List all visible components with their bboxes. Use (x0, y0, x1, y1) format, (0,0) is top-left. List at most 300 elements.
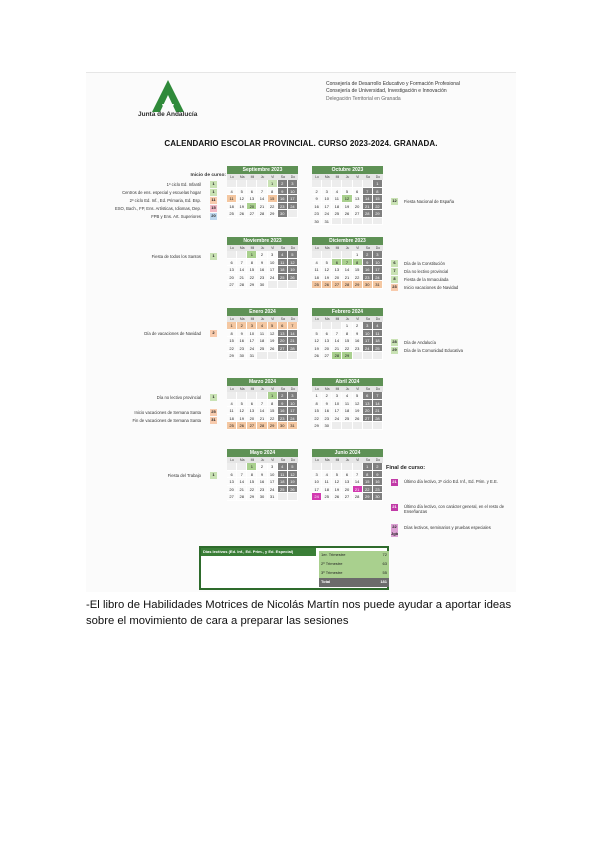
day-cell: 23 (257, 274, 267, 282)
day-cell: 11 (312, 266, 322, 274)
day-cell: 30 (278, 210, 288, 218)
week-row (227, 274, 298, 282)
day-cell: 10 (268, 259, 278, 267)
day-cell: 9 (278, 400, 288, 408)
day-cell: 4 (278, 463, 288, 471)
week-row (227, 180, 298, 188)
weekday-label: Vi (353, 386, 363, 392)
day-cell: 6 (332, 259, 342, 267)
day-cell: 24 (322, 210, 332, 218)
day-cell: 20 (342, 486, 352, 494)
day-cell: 2 (312, 188, 322, 196)
week-row (312, 195, 383, 203)
label-trabajo: Fiesta del Trabajo (167, 473, 201, 478)
day-cell: 19 (268, 337, 278, 345)
day-cell: 13 (278, 330, 288, 338)
marker-comunidad: 29 (392, 347, 397, 352)
day-cell: 31 (373, 281, 383, 289)
week-row (312, 345, 383, 353)
day-cell (373, 422, 383, 430)
label-semana-santa-1: Inicio vacaciones de Semana Santa (134, 410, 201, 415)
day-cell: 24 (312, 493, 322, 501)
day-cell: 31 (247, 352, 257, 360)
day-cell: 25 (227, 422, 237, 430)
day-cell: 8 (363, 471, 373, 479)
day-cell: 23 (363, 274, 373, 282)
weekday-label: Ma (237, 386, 247, 392)
summary-table (319, 551, 389, 587)
day-cell: 8 (227, 330, 237, 338)
weekday-label: Vi (268, 245, 278, 251)
day-cell: 24 (373, 274, 383, 282)
week-row (227, 337, 298, 345)
day-cell: 7 (363, 188, 373, 196)
day-cell (353, 352, 363, 360)
weekday-label: Do (288, 316, 298, 322)
week-row (312, 266, 383, 274)
week-row (227, 281, 298, 289)
day-cell: 4 (278, 251, 288, 259)
day-cell (288, 281, 298, 289)
day-cell: 11 (342, 400, 352, 408)
day-cell: 21 (237, 274, 247, 282)
day-cell: 23 (278, 203, 288, 211)
day-cell: 5 (342, 188, 352, 196)
day-cell (288, 352, 298, 360)
day-cell: 21 (288, 337, 298, 345)
label-end-3: Días lectivos, seminarios y pruebas especiales (404, 525, 491, 530)
day-cell: 24 (268, 274, 278, 282)
label-comunidad: Día de la Comunidad Educativa (404, 348, 463, 353)
week-row (312, 392, 383, 400)
month-calendar (227, 308, 298, 360)
weekday-label: Ju (257, 386, 267, 392)
day-cell: 17 (247, 337, 257, 345)
day-cell: 10 (288, 188, 298, 196)
day-cell: 3 (312, 471, 322, 479)
label-reyes: Día de vacaciones de Navidad (144, 331, 201, 336)
day-cell: 26 (288, 486, 298, 494)
day-cell: 4 (257, 322, 267, 330)
day-cell: 21 (342, 274, 352, 282)
day-cell: 18 (278, 478, 288, 486)
label-inicio-1: 1º ciclo Ed. Infantil (166, 182, 201, 187)
day-cell: 28 (353, 493, 363, 501)
weekday-label: Lu (312, 457, 322, 463)
day-cell: 14 (332, 337, 342, 345)
day-cell: 29 (268, 422, 278, 430)
weekday-label: Mi (247, 457, 257, 463)
summary-row-label: 3º Trimestre (319, 569, 373, 578)
marker-santos: 1 (210, 253, 217, 260)
weekday-label: Do (373, 386, 383, 392)
day-cell: 29 (312, 422, 322, 430)
day-cell: 20 (353, 203, 363, 211)
day-cell (247, 392, 257, 400)
day-cell: 28 (257, 422, 267, 430)
day-cell: 8 (247, 259, 257, 267)
day-cell: 19 (353, 407, 363, 415)
day-cell: 13 (247, 407, 257, 415)
day-cell: 8 (373, 188, 383, 196)
weekday-label: Lu (227, 174, 237, 180)
day-cell: 31 (322, 218, 332, 226)
day-cell: 16 (237, 337, 247, 345)
day-cell (363, 180, 373, 188)
day-cell: 12 (353, 400, 363, 408)
summary-total-row (319, 578, 389, 587)
day-cell: 13 (247, 195, 257, 203)
day-cell: 16 (322, 407, 332, 415)
day-cell: 29 (268, 210, 278, 218)
marker-semana-santa-2: 31 (211, 417, 216, 422)
day-cell: 23 (353, 345, 363, 353)
day-cell: 2 (322, 392, 332, 400)
month-title: Febrero 2024 (312, 308, 383, 316)
day-cell: 29 (373, 210, 383, 218)
day-cell: 16 (278, 195, 288, 203)
weekday-label: Mi (332, 245, 342, 251)
day-cell: 15 (268, 407, 278, 415)
day-cell (227, 463, 237, 471)
summary-total-label: Total (319, 578, 373, 587)
day-cell: 20 (247, 203, 257, 211)
marker-semana-santa-1: 25 (211, 409, 216, 414)
day-cell: 28 (342, 281, 352, 289)
week-row (312, 203, 383, 211)
weekday-label: Mi (332, 316, 342, 322)
day-cell: 9 (257, 259, 267, 267)
day-cell: 26 (288, 274, 298, 282)
day-cell: 25 (373, 345, 383, 353)
day-cell (227, 251, 237, 259)
day-cell: 11 (227, 407, 237, 415)
day-cell: 21 (257, 415, 267, 423)
day-cell: 15 (312, 407, 322, 415)
day-cell: 15 (268, 195, 278, 203)
week-row (312, 330, 383, 338)
day-cell: 27 (278, 345, 288, 353)
calendar-document-image (86, 72, 516, 592)
day-cell: 2 (278, 180, 288, 188)
day-cell: 10 (373, 259, 383, 267)
day-cell: 23 (312, 210, 322, 218)
day-cell: 30 (257, 281, 267, 289)
day-cell: 9 (353, 330, 363, 338)
month-calendar (312, 166, 383, 225)
day-cell: 17 (268, 478, 278, 486)
day-cell: 30 (373, 493, 383, 501)
day-cell: 15 (353, 266, 363, 274)
label-inicio-2: Centros de ens. especial y escuelas hogar (122, 190, 201, 195)
day-cell: 24 (268, 486, 278, 494)
day-cell: 27 (322, 352, 332, 360)
day-cell: 28 (257, 210, 267, 218)
day-cell: 2 (278, 392, 288, 400)
label-santos: Fiesta de todos los Santos (151, 254, 201, 259)
day-cell: 4 (373, 322, 383, 330)
day-cell: 25 (312, 281, 322, 289)
day-cell: 23 (322, 415, 332, 423)
day-cell: 1 (353, 251, 363, 259)
consejeria-1: Consejería de Desarrollo Educativo y Formación Profesional (326, 81, 460, 87)
day-cell: 7 (342, 259, 352, 267)
day-cell: 26 (237, 422, 247, 430)
weekday-label: Lu (312, 174, 322, 180)
header-info (326, 81, 506, 103)
day-cell: 9 (373, 471, 383, 479)
day-cell: 1 (312, 392, 322, 400)
day-cell: 6 (227, 259, 237, 267)
day-cell: 3 (363, 322, 373, 330)
day-cell: 14 (342, 266, 352, 274)
weekday-label: Vi (268, 457, 278, 463)
weekday-label: Ju (342, 245, 352, 251)
weekday-label: Sa (363, 457, 373, 463)
day-cell: 28 (237, 493, 247, 501)
day-cell: 16 (363, 266, 373, 274)
day-cell: 11 (278, 259, 288, 267)
week-row (227, 251, 298, 259)
consejeria-2: Consejería de Universidad, Investigación e Innovación (326, 88, 447, 94)
week-row (312, 352, 383, 360)
day-cell (288, 210, 298, 218)
day-cell: 17 (373, 266, 383, 274)
day-cell: 25 (342, 415, 352, 423)
day-cell: 14 (363, 195, 373, 203)
day-cell: 5 (312, 330, 322, 338)
marker-inicio-1: 1 (210, 181, 217, 188)
day-cell: 21 (257, 203, 267, 211)
weekday-label: Do (288, 174, 298, 180)
label-inmaculada-dia: Día no lectivo provincial (404, 269, 449, 274)
day-cell: 7 (332, 330, 342, 338)
day-cell (312, 180, 322, 188)
weekday-label: Sa (278, 457, 288, 463)
weekday-label: Lu (312, 386, 322, 392)
day-cell: 8 (247, 471, 257, 479)
month-title: Abril 2024 (312, 378, 383, 386)
day-cell: 14 (353, 478, 363, 486)
day-cell: 15 (227, 337, 237, 345)
day-cell: 18 (373, 337, 383, 345)
day-cell: 22 (227, 345, 237, 353)
day-cell: 17 (363, 337, 373, 345)
day-cell: 5 (237, 400, 247, 408)
day-cell (268, 352, 278, 360)
weekday-label: Mi (332, 457, 342, 463)
day-cell: 30 (312, 218, 322, 226)
day-cell: 3 (268, 251, 278, 259)
day-cell: 6 (247, 188, 257, 196)
weekday-label: Do (288, 386, 298, 392)
day-cell (373, 218, 383, 226)
weekday-label: Ma (322, 245, 332, 251)
week-row (312, 486, 383, 494)
day-cell: 26 (312, 352, 322, 360)
label-inmaculada: Fiesta de la Inmaculada (404, 277, 449, 282)
day-cell (278, 493, 288, 501)
day-cell: 20 (363, 407, 373, 415)
day-cell (332, 180, 342, 188)
day-cell: 26 (322, 281, 332, 289)
day-cell: 2 (257, 463, 267, 471)
day-cell: 27 (247, 210, 257, 218)
day-cell: 24 (288, 415, 298, 423)
week-row (312, 471, 383, 479)
day-cell: 18 (312, 274, 322, 282)
weekday-label: Sa (363, 245, 373, 251)
day-cell: 30 (322, 422, 332, 430)
day-cell: 8 (268, 400, 278, 408)
day-cell: 29 (227, 352, 237, 360)
day-cell (278, 352, 288, 360)
day-cell: 20 (322, 345, 332, 353)
day-cell: 14 (373, 400, 383, 408)
day-cell: 12 (268, 330, 278, 338)
day-cell: 6 (322, 330, 332, 338)
day-cell: 28 (332, 352, 342, 360)
day-cell (342, 422, 352, 430)
month-title: Marzo 2024 (227, 378, 298, 386)
day-cell: 1 (363, 463, 373, 471)
document-title: CALENDARIO ESCOLAR PROVINCIAL. CURSO 2023-2024. GRANADA. (164, 139, 438, 148)
day-cell: 3 (288, 392, 298, 400)
month-title: Octubre 2023 (312, 166, 383, 174)
day-cell: 14 (237, 266, 247, 274)
logo-text: Junta de Andalucía (138, 111, 198, 118)
week-row (312, 180, 383, 188)
day-cell: 1 (268, 392, 278, 400)
day-cell: 27 (227, 281, 237, 289)
day-cell: 9 (322, 400, 332, 408)
day-cell: 22 (312, 415, 322, 423)
label-hispanidad: Fiesta Nacional de España (404, 199, 455, 204)
week-row (227, 195, 298, 203)
marker-end-3: 22 Jgb (391, 524, 399, 536)
weekday-label: Sa (363, 386, 373, 392)
day-cell: 9 (278, 188, 288, 196)
day-cell: 3 (247, 322, 257, 330)
day-cell (332, 218, 342, 226)
day-cell: 12 (322, 266, 332, 274)
weekday-label: Ju (257, 316, 267, 322)
day-cell: 1 (268, 180, 278, 188)
day-cell: 10 (312, 478, 322, 486)
day-cell (268, 281, 278, 289)
day-cell: 7 (288, 322, 298, 330)
day-cell: 11 (257, 330, 267, 338)
day-cell (257, 352, 267, 360)
marker-end-2: 21 (392, 504, 397, 509)
day-cell: 5 (322, 259, 332, 267)
weekday-label: Ma (237, 316, 247, 322)
day-cell: 17 (288, 407, 298, 415)
day-cell: 17 (312, 486, 322, 494)
week-row (312, 478, 383, 486)
weekday-label: Do (373, 316, 383, 322)
week-row (227, 407, 298, 415)
week-row (227, 210, 298, 218)
day-cell: 29 (247, 281, 257, 289)
summary-title: Días lectivos (Ed. Inf., Ed. Prim., y Ed. Especial) (201, 548, 316, 556)
day-cell: 28 (288, 345, 298, 353)
week-row (312, 422, 383, 430)
day-cell: 27 (227, 493, 237, 501)
day-cell (247, 180, 257, 188)
day-cell: 19 (332, 486, 342, 494)
day-cell: 7 (373, 392, 383, 400)
day-cell (342, 251, 352, 259)
day-cell: 9 (363, 259, 373, 267)
day-cell: 16 (353, 337, 363, 345)
day-cell: 6 (247, 400, 257, 408)
day-cell: 26 (342, 210, 352, 218)
summary-row-value: 55 (373, 569, 389, 578)
summary-row (319, 569, 389, 578)
day-cell: 23 (237, 345, 247, 353)
weekday-label: Ju (257, 245, 267, 251)
week-row (312, 407, 383, 415)
marker-andalucia: 28 (392, 339, 397, 344)
summary-box (199, 546, 389, 590)
day-cell: 13 (332, 266, 342, 274)
day-cell (278, 281, 288, 289)
weekday-label: Vi (353, 245, 363, 251)
month-calendar (227, 378, 298, 430)
day-cell: 13 (353, 195, 363, 203)
caption-text: -El libro de Habilidades Motrices de Nicolás Martín nos puede ayudar a aportar ideas sobre el movimiento de cara a preparar las sesiones (86, 599, 512, 627)
day-cell: 30 (257, 493, 267, 501)
day-cell: 2 (373, 463, 383, 471)
label-inicio-5: FPB y Ens. Art. Superiores (151, 214, 201, 219)
day-cell: 22 (247, 274, 257, 282)
day-cell: 7 (237, 471, 247, 479)
day-cell: 17 (288, 195, 298, 203)
week-row (312, 463, 383, 471)
week-row (312, 259, 383, 267)
day-cell: 20 (227, 274, 237, 282)
day-cell: 22 (268, 203, 278, 211)
day-cell: 3 (332, 392, 342, 400)
day-cell (332, 463, 342, 471)
weekday-label: Mi (247, 245, 257, 251)
day-cell: 8 (268, 188, 278, 196)
week-row (312, 415, 383, 423)
day-cell: 11 (227, 195, 237, 203)
weekday-label: Ju (342, 457, 352, 463)
day-cell: 21 (373, 407, 383, 415)
day-cell: 11 (322, 478, 332, 486)
day-cell (342, 463, 352, 471)
day-cell (322, 180, 332, 188)
day-cell: 17 (332, 407, 342, 415)
day-cell: 1 (342, 322, 352, 330)
marker-reyes: 2 (210, 330, 217, 337)
day-cell: 4 (312, 259, 322, 267)
day-cell: 14 (257, 195, 267, 203)
weekday-label: Ju (342, 386, 352, 392)
day-cell: 24 (247, 345, 257, 353)
day-cell (322, 463, 332, 471)
weekday-label: Vi (268, 316, 278, 322)
day-cell: 16 (278, 407, 288, 415)
week-row (227, 493, 298, 501)
day-cell: 21 (353, 486, 363, 494)
week-row (227, 392, 298, 400)
week-row (312, 218, 383, 226)
weekday-label: Do (373, 174, 383, 180)
